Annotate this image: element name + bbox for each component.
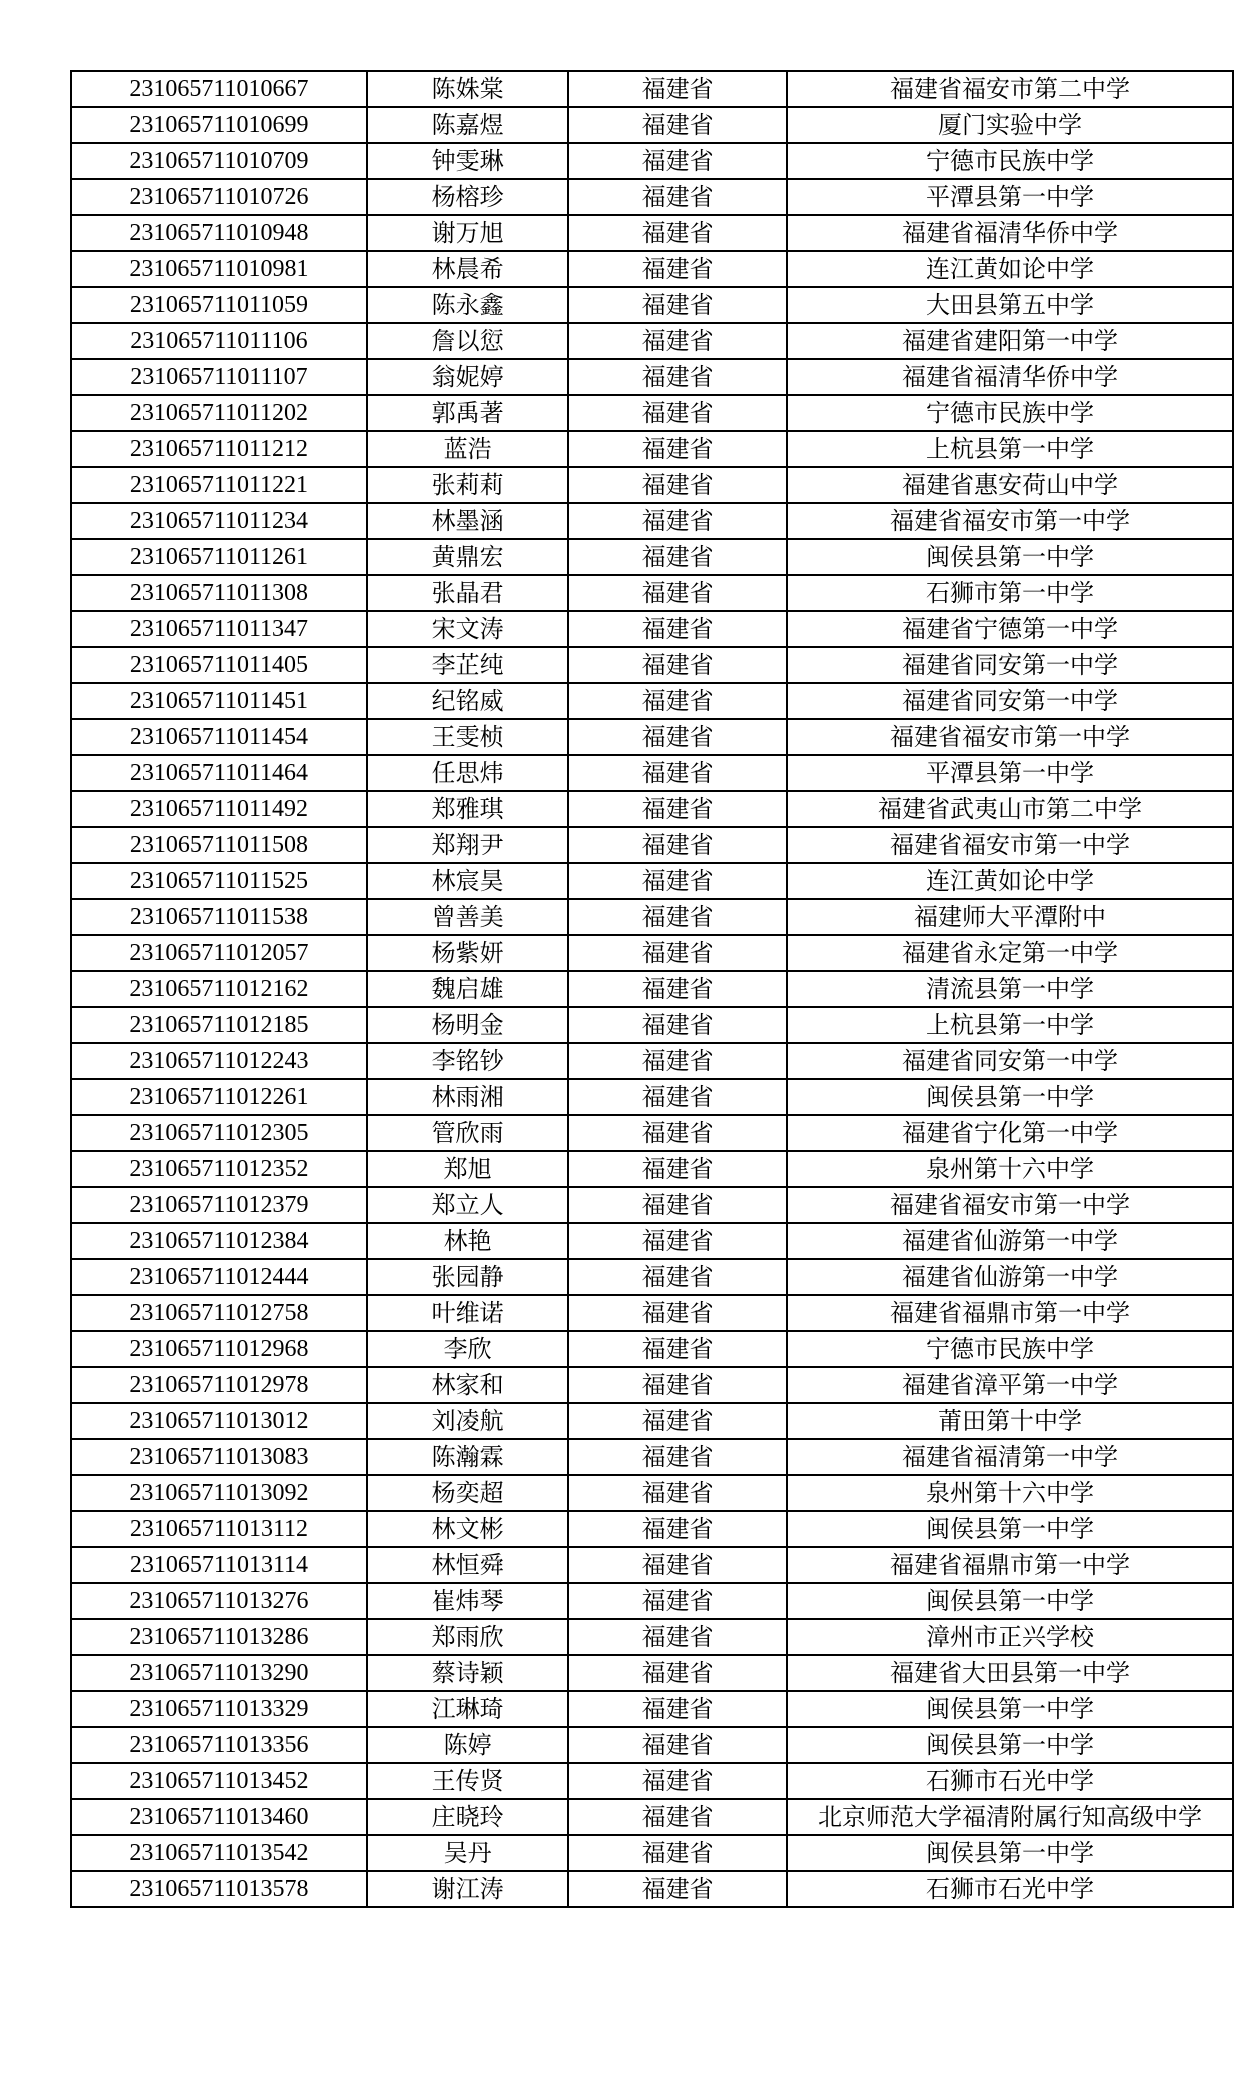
registration-number-cell: 231065711011202 [71, 395, 367, 431]
province-cell: 福建省 [568, 791, 787, 827]
school-name-cell: 福建省同安第一中学 [787, 647, 1233, 683]
student-name-cell: 陈嘉煜 [367, 107, 568, 143]
province-cell: 福建省 [568, 683, 787, 719]
province-cell: 福建省 [568, 1619, 787, 1655]
school-name-cell: 福建省福安市第一中学 [787, 1187, 1233, 1223]
student-name-cell: 蔡诗颖 [367, 1655, 568, 1691]
school-name-cell: 平潭县第一中学 [787, 755, 1233, 791]
school-name-cell: 北京师范大学福清附属行知高级中学 [787, 1799, 1233, 1835]
table-row [71, 1331, 1233, 1367]
student-name-cell: 纪铭威 [367, 683, 568, 719]
student-name-cell: 杨紫妍 [367, 935, 568, 971]
province-cell: 福建省 [568, 539, 787, 575]
student-name-cell: 张园静 [367, 1259, 568, 1295]
table-row [71, 1367, 1233, 1403]
registration-number-cell: 231065711012968 [71, 1331, 367, 1367]
registration-number-cell: 231065711012758 [71, 1295, 367, 1331]
province-cell: 福建省 [568, 1655, 787, 1691]
province-cell: 福建省 [568, 71, 787, 107]
province-cell: 福建省 [568, 251, 787, 287]
province-cell: 福建省 [568, 575, 787, 611]
province-cell: 福建省 [568, 1547, 787, 1583]
table-row [71, 503, 1233, 539]
table-row [71, 1403, 1233, 1439]
table-row [71, 647, 1233, 683]
registration-number-cell: 231065711011221 [71, 467, 367, 503]
school-name-cell: 宁德市民族中学 [787, 1331, 1233, 1367]
registration-number-cell: 231065711012162 [71, 971, 367, 1007]
school-name-cell: 闽侯县第一中学 [787, 1079, 1233, 1115]
school-name-cell: 福建省永定第一中学 [787, 935, 1233, 971]
province-cell: 福建省 [568, 647, 787, 683]
registration-number-cell: 231065711011261 [71, 539, 367, 575]
table-row [71, 143, 1233, 179]
school-name-cell: 宁德市民族中学 [787, 143, 1233, 179]
registration-number-cell: 231065711011212 [71, 431, 367, 467]
province-cell: 福建省 [568, 1331, 787, 1367]
student-name-cell: 郭禹著 [367, 395, 568, 431]
table-row [71, 395, 1233, 431]
student-name-cell: 黄鼎宏 [367, 539, 568, 575]
registration-number-cell: 231065711013083 [71, 1439, 367, 1475]
school-name-cell: 泉州第十六中学 [787, 1151, 1233, 1187]
school-name-cell: 石狮市第一中学 [787, 575, 1233, 611]
student-name-cell: 林宸昊 [367, 863, 568, 899]
school-name-cell: 连江黄如论中学 [787, 251, 1233, 287]
registration-number-cell: 231065711010948 [71, 215, 367, 251]
province-cell: 福建省 [568, 503, 787, 539]
table-row [71, 1187, 1233, 1223]
school-name-cell: 福建省惠安荷山中学 [787, 467, 1233, 503]
table-row [71, 755, 1233, 791]
school-name-cell: 福建省建阳第一中学 [787, 323, 1233, 359]
student-name-cell: 崔炜琴 [367, 1583, 568, 1619]
school-name-cell: 闽侯县第一中学 [787, 1691, 1233, 1727]
registration-number-cell: 231065711011464 [71, 755, 367, 791]
student-name-cell: 谢万旭 [367, 215, 568, 251]
registration-number-cell: 231065711010726 [71, 179, 367, 215]
school-name-cell: 闽侯县第一中学 [787, 1583, 1233, 1619]
table-row [71, 719, 1233, 755]
student-name-cell: 林墨涵 [367, 503, 568, 539]
registration-number-cell: 231065711012444 [71, 1259, 367, 1295]
student-name-cell: 江琳琦 [367, 1691, 568, 1727]
student-name-cell: 李芷纯 [367, 647, 568, 683]
province-cell: 福建省 [568, 431, 787, 467]
province-cell: 福建省 [568, 179, 787, 215]
table-row [71, 1439, 1233, 1475]
table-row [71, 431, 1233, 467]
school-name-cell: 福建省福清华侨中学 [787, 359, 1233, 395]
table-row [71, 1151, 1233, 1187]
province-cell: 福建省 [568, 1007, 787, 1043]
student-name-cell: 陈永鑫 [367, 287, 568, 323]
student-name-cell: 陈瀚霖 [367, 1439, 568, 1475]
student-name-cell: 郑翔尹 [367, 827, 568, 863]
table-row [71, 1007, 1233, 1043]
registration-number-cell: 231065711013290 [71, 1655, 367, 1691]
student-name-cell: 张莉莉 [367, 467, 568, 503]
school-name-cell: 漳州市正兴学校 [787, 1619, 1233, 1655]
table-row [71, 1295, 1233, 1331]
student-name-cell: 管欣雨 [367, 1115, 568, 1151]
table-row [71, 1691, 1233, 1727]
province-cell: 福建省 [568, 1367, 787, 1403]
registration-number-cell: 231065711011454 [71, 719, 367, 755]
registration-number-cell: 231065711011059 [71, 287, 367, 323]
table-row [71, 323, 1233, 359]
school-name-cell: 闽侯县第一中学 [787, 1511, 1233, 1547]
province-cell: 福建省 [568, 1511, 787, 1547]
school-name-cell: 福建省福鼎市第一中学 [787, 1295, 1233, 1331]
student-name-cell: 王雯桢 [367, 719, 568, 755]
school-name-cell: 大田县第五中学 [787, 287, 1233, 323]
table-row [71, 1511, 1233, 1547]
student-name-cell: 林艳 [367, 1223, 568, 1259]
school-name-cell: 福建省同安第一中学 [787, 1043, 1233, 1079]
student-name-cell: 谢江涛 [367, 1871, 568, 1907]
student-name-cell: 杨榕珍 [367, 179, 568, 215]
registration-number-cell: 231065711012978 [71, 1367, 367, 1403]
school-name-cell: 福建省福清华侨中学 [787, 215, 1233, 251]
student-name-cell: 张晶君 [367, 575, 568, 611]
registration-number-cell: 231065711011308 [71, 575, 367, 611]
table-row [71, 215, 1233, 251]
table-row [71, 1763, 1233, 1799]
registration-number-cell: 231065711010667 [71, 71, 367, 107]
table-row [71, 611, 1233, 647]
province-cell: 福建省 [568, 287, 787, 323]
student-name-cell: 詹以愆 [367, 323, 568, 359]
table-row [71, 971, 1233, 1007]
province-cell: 福建省 [568, 863, 787, 899]
school-name-cell: 福建省漳平第一中学 [787, 1367, 1233, 1403]
student-name-cell: 吴丹 [367, 1835, 568, 1871]
table-row [71, 251, 1233, 287]
registration-number-cell: 231065711013578 [71, 1871, 367, 1907]
student-name-cell: 郑旭 [367, 1151, 568, 1187]
table-row [71, 827, 1233, 863]
school-name-cell: 福建省福鼎市第一中学 [787, 1547, 1233, 1583]
table-row [71, 359, 1233, 395]
registration-number-cell: 231065711013329 [71, 1691, 367, 1727]
student-name-cell: 杨奕超 [367, 1475, 568, 1511]
province-cell: 福建省 [568, 1871, 787, 1907]
student-name-cell: 郑雨欣 [367, 1619, 568, 1655]
student-name-cell: 宋文涛 [367, 611, 568, 647]
student-name-cell: 杨明金 [367, 1007, 568, 1043]
student-name-cell: 蓝浩 [367, 431, 568, 467]
registration-number-cell: 231065711010709 [71, 143, 367, 179]
school-name-cell: 闽侯县第一中学 [787, 539, 1233, 575]
table-row [71, 179, 1233, 215]
registration-number-cell: 231065711010981 [71, 251, 367, 287]
registration-number-cell: 231065711012379 [71, 1187, 367, 1223]
table-row [71, 1871, 1233, 1907]
table-row [71, 1655, 1233, 1691]
registration-number-cell: 231065711011525 [71, 863, 367, 899]
province-cell: 福建省 [568, 935, 787, 971]
registration-number-cell: 231065711011107 [71, 359, 367, 395]
school-name-cell: 福建省福安市第一中学 [787, 719, 1233, 755]
registration-number-cell: 231065711012305 [71, 1115, 367, 1151]
student-name-cell: 郑雅琪 [367, 791, 568, 827]
registration-number-cell: 231065711012057 [71, 935, 367, 971]
student-name-cell: 郑立人 [367, 1187, 568, 1223]
province-cell: 福建省 [568, 1295, 787, 1331]
school-name-cell: 莆田第十中学 [787, 1403, 1233, 1439]
student-name-cell: 刘凌航 [367, 1403, 568, 1439]
table-row [71, 1259, 1233, 1295]
registration-number-cell: 231065711013276 [71, 1583, 367, 1619]
student-name-cell: 翁妮婷 [367, 359, 568, 395]
student-name-cell: 林雨湘 [367, 1079, 568, 1115]
school-name-cell: 清流县第一中学 [787, 971, 1233, 1007]
student-name-cell: 魏启雄 [367, 971, 568, 1007]
registration-number-cell: 231065711012243 [71, 1043, 367, 1079]
registration-number-cell: 231065711013114 [71, 1547, 367, 1583]
student-name-cell: 王传贤 [367, 1763, 568, 1799]
school-name-cell: 石狮市石光中学 [787, 1763, 1233, 1799]
registration-number-cell: 231065711012261 [71, 1079, 367, 1115]
table-row [71, 1835, 1233, 1871]
student-name-cell: 陈姝棠 [367, 71, 568, 107]
province-cell: 福建省 [568, 899, 787, 935]
student-name-cell: 林家和 [367, 1367, 568, 1403]
student-name-cell: 庄晓玲 [367, 1799, 568, 1835]
student-name-cell: 林晨希 [367, 251, 568, 287]
province-cell: 福建省 [568, 467, 787, 503]
school-name-cell: 福建师大平潭附中 [787, 899, 1233, 935]
province-cell: 福建省 [568, 971, 787, 1007]
table-row [71, 575, 1233, 611]
student-name-cell: 钟雯琳 [367, 143, 568, 179]
table-row [71, 1727, 1233, 1763]
province-cell: 福建省 [568, 1223, 787, 1259]
school-name-cell: 上杭县第一中学 [787, 431, 1233, 467]
school-name-cell: 福建省福安市第一中学 [787, 827, 1233, 863]
registration-number-cell: 231065711011347 [71, 611, 367, 647]
province-cell: 福建省 [568, 395, 787, 431]
province-cell: 福建省 [568, 1187, 787, 1223]
school-name-cell: 闽侯县第一中学 [787, 1727, 1233, 1763]
school-name-cell: 闽侯县第一中学 [787, 1835, 1233, 1871]
province-cell: 福建省 [568, 1259, 787, 1295]
province-cell: 福建省 [568, 1439, 787, 1475]
registration-number-cell: 231065711011405 [71, 647, 367, 683]
registration-number-cell: 231065711013112 [71, 1511, 367, 1547]
school-name-cell: 泉州第十六中学 [787, 1475, 1233, 1511]
student-name-cell: 陈婷 [367, 1727, 568, 1763]
table-row [71, 1079, 1233, 1115]
province-cell: 福建省 [568, 107, 787, 143]
table-row [71, 683, 1233, 719]
student-list-table [70, 70, 1234, 1908]
table-row [71, 1547, 1233, 1583]
registration-number-cell: 231065711013460 [71, 1799, 367, 1835]
table-body [71, 71, 1233, 1907]
table-row [71, 791, 1233, 827]
school-name-cell: 福建省宁德第一中学 [787, 611, 1233, 647]
student-name-cell: 林文彬 [367, 1511, 568, 1547]
registration-number-cell: 231065711013012 [71, 1403, 367, 1439]
school-name-cell: 福建省福安市第二中学 [787, 71, 1233, 107]
province-cell: 福建省 [568, 719, 787, 755]
province-cell: 福建省 [568, 827, 787, 863]
student-name-cell: 李欣 [367, 1331, 568, 1367]
province-cell: 福建省 [568, 1727, 787, 1763]
registration-number-cell: 231065711012384 [71, 1223, 367, 1259]
registration-number-cell: 231065711011492 [71, 791, 367, 827]
province-cell: 福建省 [568, 611, 787, 647]
table-row [71, 1115, 1233, 1151]
table-row [71, 1799, 1233, 1835]
registration-number-cell: 231065711011538 [71, 899, 367, 935]
table-row [71, 467, 1233, 503]
school-name-cell: 厦门实验中学 [787, 107, 1233, 143]
school-name-cell: 上杭县第一中学 [787, 1007, 1233, 1043]
registration-number-cell: 231065711013452 [71, 1763, 367, 1799]
table-row [71, 1043, 1233, 1079]
registration-number-cell: 231065711013542 [71, 1835, 367, 1871]
school-name-cell: 福建省仙游第一中学 [787, 1259, 1233, 1295]
table-row [71, 1475, 1233, 1511]
registration-number-cell: 231065711011508 [71, 827, 367, 863]
table-row [71, 539, 1233, 575]
province-cell: 福建省 [568, 1799, 787, 1835]
province-cell: 福建省 [568, 1151, 787, 1187]
province-cell: 福建省 [568, 1115, 787, 1151]
registration-number-cell: 231065711011234 [71, 503, 367, 539]
table-row [71, 863, 1233, 899]
school-name-cell: 福建省福安市第一中学 [787, 503, 1233, 539]
table-row [71, 1583, 1233, 1619]
province-cell: 福建省 [568, 1835, 787, 1871]
province-cell: 福建省 [568, 1763, 787, 1799]
school-name-cell: 宁德市民族中学 [787, 395, 1233, 431]
table-row [71, 1223, 1233, 1259]
school-name-cell: 平潭县第一中学 [787, 179, 1233, 215]
province-cell: 福建省 [568, 215, 787, 251]
province-cell: 福建省 [568, 1043, 787, 1079]
province-cell: 福建省 [568, 1475, 787, 1511]
school-name-cell: 福建省福清第一中学 [787, 1439, 1233, 1475]
registration-number-cell: 231065711011106 [71, 323, 367, 359]
table-row [71, 107, 1233, 143]
student-name-cell: 叶维诺 [367, 1295, 568, 1331]
school-name-cell: 连江黄如论中学 [787, 863, 1233, 899]
table-row [71, 1619, 1233, 1655]
province-cell: 福建省 [568, 1079, 787, 1115]
student-name-cell: 任思炜 [367, 755, 568, 791]
province-cell: 福建省 [568, 323, 787, 359]
province-cell: 福建省 [568, 143, 787, 179]
table-row [71, 287, 1233, 323]
school-name-cell: 福建省同安第一中学 [787, 683, 1233, 719]
province-cell: 福建省 [568, 1583, 787, 1619]
province-cell: 福建省 [568, 1403, 787, 1439]
registration-number-cell: 231065711012185 [71, 1007, 367, 1043]
province-cell: 福建省 [568, 359, 787, 395]
province-cell: 福建省 [568, 755, 787, 791]
school-name-cell: 福建省宁化第一中学 [787, 1115, 1233, 1151]
registration-number-cell: 231065711012352 [71, 1151, 367, 1187]
student-name-cell: 李铭钞 [367, 1043, 568, 1079]
registration-number-cell: 231065711011451 [71, 683, 367, 719]
student-name-cell: 林恒舜 [367, 1547, 568, 1583]
school-name-cell: 福建省仙游第一中学 [787, 1223, 1233, 1259]
registration-number-cell: 231065711013286 [71, 1619, 367, 1655]
registration-number-cell: 231065711010699 [71, 107, 367, 143]
table-row [71, 899, 1233, 935]
registration-number-cell: 231065711013356 [71, 1727, 367, 1763]
registration-number-cell: 231065711013092 [71, 1475, 367, 1511]
school-name-cell: 福建省武夷山市第二中学 [787, 791, 1233, 827]
table-row [71, 935, 1233, 971]
province-cell: 福建省 [568, 1691, 787, 1727]
school-name-cell: 福建省大田县第一中学 [787, 1655, 1233, 1691]
student-name-cell: 曾善美 [367, 899, 568, 935]
table-row [71, 71, 1233, 107]
school-name-cell: 石狮市石光中学 [787, 1871, 1233, 1907]
